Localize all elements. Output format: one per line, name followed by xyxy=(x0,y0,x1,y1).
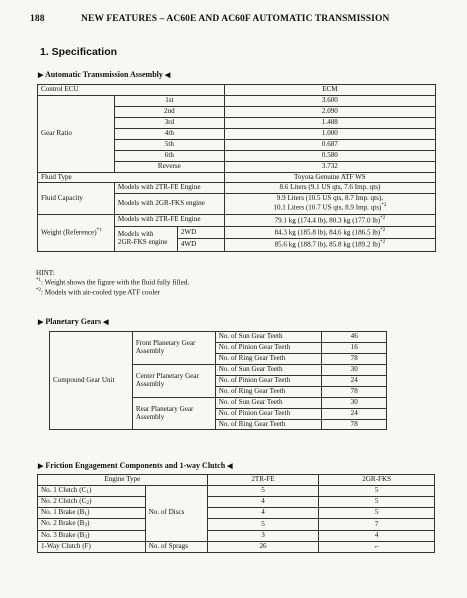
weight-value-text: 79.1 kg (174.4 lb), 80.3 kg (177.0 lb) xyxy=(274,215,381,224)
component-name-close: ) xyxy=(89,485,92,494)
value-2tr: 5 xyxy=(207,485,319,496)
component-name xyxy=(38,519,146,530)
planetary-gear-name xyxy=(132,364,215,397)
hint-block xyxy=(36,269,189,297)
triangle-right-icon: ▶ xyxy=(38,318,44,326)
component-name-close: ) xyxy=(87,530,90,539)
planetary-table xyxy=(49,331,387,430)
triangle-left-icon: ◀ xyxy=(103,318,109,326)
value-line: 10.1 Liters (10.7 US qts, 8.9 Imp. qts) xyxy=(273,203,382,212)
fluid-type-value: Toyota Genuine ATF WS xyxy=(224,172,435,183)
teeth-item: No. of Pinion Gear Teeth xyxy=(215,408,322,419)
footnote-mark: *2 xyxy=(380,240,386,246)
value-2tr: 4 xyxy=(207,508,319,519)
table-row xyxy=(38,95,436,106)
component-name xyxy=(38,485,146,496)
compound-gear-unit-label: Compound Gear Unit xyxy=(50,332,133,430)
value-2tr: 26 xyxy=(207,541,319,552)
ata-heading-text: Automatic Transmission Assembly xyxy=(44,70,163,79)
value-2tr: 5 xyxy=(207,519,319,530)
gear-value: 3.732 xyxy=(224,161,435,172)
component-name-close: ) xyxy=(89,497,92,506)
hint-note-text: : Models with air-cooled type ATF cooler xyxy=(41,288,160,297)
weight-value-text: 84.3 kg (185.8 lb), 84.6 kg (186.5 lb) xyxy=(274,228,381,237)
drive-type: 4WD xyxy=(177,239,224,251)
gear-name: 5th xyxy=(114,139,224,150)
teeth-value: 30 xyxy=(322,364,387,375)
gear-name-line: Front Planetary Gear xyxy=(135,338,196,347)
triangle-left-icon: ◀ xyxy=(227,462,233,470)
value-2gr: 5 xyxy=(319,508,435,519)
component-name-close: ) xyxy=(87,508,90,517)
planetary-heading xyxy=(38,317,109,326)
gear-name-line: Rear Planetary Gear xyxy=(135,404,194,413)
friction-table xyxy=(37,474,435,553)
hint-title: HINT: xyxy=(36,269,55,277)
teeth-item: No. of Sun Gear Teeth xyxy=(215,364,322,375)
component-subscript: 1 xyxy=(86,488,90,495)
weight-label-text: Weight (Reference) xyxy=(41,228,97,237)
component-name xyxy=(38,508,146,519)
teeth-value: 46 xyxy=(322,332,387,343)
footnote-mark: *2 xyxy=(36,287,41,293)
fluid-capacity-label: Fluid Capacity xyxy=(38,183,115,214)
planetary-gear-name xyxy=(132,332,215,365)
group-line: 2GR-FKS engine xyxy=(117,237,168,246)
weight-value xyxy=(224,214,435,226)
component-name-text: No. 2 Brake (B xyxy=(41,519,85,528)
gear-name: 3rd xyxy=(114,117,224,128)
teeth-item: No. of Sun Gear Teeth xyxy=(215,397,322,408)
footnote-mark: *2 xyxy=(380,227,386,233)
gear-value: 0.687 xyxy=(224,139,435,150)
value-2gr: 5 xyxy=(319,497,435,508)
component-subscript: 1 xyxy=(84,511,88,518)
section-title: 1. Specification xyxy=(40,46,118,58)
table-row xyxy=(50,332,387,343)
triangle-left-icon: ◀ xyxy=(164,71,171,79)
no-of-sprags-label: No. of Sprags xyxy=(145,541,207,552)
gear-name: 4th xyxy=(114,128,224,139)
table-row xyxy=(38,183,436,194)
component-name-text: No. 1 Clutch (C xyxy=(41,485,87,494)
header-title: NEW FEATURES – AC60E AND AC60F AUTOMATIC TRANSMISSION xyxy=(81,14,390,24)
planetary-gear-name xyxy=(132,397,215,430)
ata-table xyxy=(37,84,436,252)
value-2gr: 4 xyxy=(319,530,435,541)
gear-name-line: Assembly xyxy=(135,346,165,355)
value-2gr: 7 xyxy=(319,519,435,530)
table-row xyxy=(38,519,435,530)
hint-note-text: : Weight shows the figure with the fluid fully filled. xyxy=(41,278,190,287)
drive-type: 2WD xyxy=(177,226,224,238)
page-number: 188 xyxy=(30,14,45,24)
table-header-row xyxy=(38,475,435,486)
fluid-type-label: Fluid Type xyxy=(38,172,225,183)
group-line: Models with xyxy=(117,229,154,238)
column-header: 2GR-FKS xyxy=(319,475,435,486)
teeth-item: No. of Ring Gear Teeth xyxy=(215,419,322,430)
table-row xyxy=(38,497,435,508)
fluid-capacity-value: 8.6 Liters (9.1 US qts, 7.6 Imp. qts) xyxy=(224,183,435,194)
component-subscript: 2 xyxy=(86,500,90,507)
value-2tr: 4 xyxy=(207,497,319,508)
table-row xyxy=(38,485,435,496)
control-ecu-label: Control ECU xyxy=(38,85,225,96)
teeth-value: 78 xyxy=(322,386,387,397)
teeth-value: 30 xyxy=(322,397,387,408)
gear-value: 3.600 xyxy=(224,95,435,106)
gear-value: 1.000 xyxy=(224,128,435,139)
value-line: 9.9 Liters (10.5 US qts, 8.7 Imp. qts), xyxy=(276,194,383,203)
triangle-right-icon: ▶ xyxy=(38,71,44,79)
weight-value-text: 85.6 kg (188.7 lb), 85.8 kg (189.2 lb) xyxy=(274,240,381,249)
fluid-capacity-value xyxy=(224,194,435,214)
gear-value: 2.090 xyxy=(224,106,435,117)
table-row xyxy=(38,172,436,183)
table-row xyxy=(38,214,436,226)
footnote-mark: *2 xyxy=(380,215,386,221)
teeth-value: 24 xyxy=(322,408,387,419)
weight-value xyxy=(224,226,435,238)
table-row xyxy=(38,508,435,519)
gear-name: 6th xyxy=(114,150,224,161)
weight-engine-group xyxy=(114,226,177,251)
component-subscript: 2 xyxy=(84,522,88,529)
component-name xyxy=(38,541,146,552)
component-name-text: No. 2 Clutch (C xyxy=(41,497,87,506)
gear-ratio-label: Gear Ratio xyxy=(38,95,115,172)
table-row xyxy=(38,530,435,541)
gear-name: Reverse xyxy=(114,161,224,172)
teeth-value: 78 xyxy=(322,353,387,364)
hint-note xyxy=(36,288,189,298)
table-row xyxy=(38,85,436,96)
ata-heading xyxy=(38,70,170,79)
component-subscript: 3 xyxy=(84,533,88,540)
teeth-value: 78 xyxy=(322,419,387,430)
control-ecu-value: ECM xyxy=(224,85,435,96)
teeth-value: 16 xyxy=(322,342,387,353)
gear-name-line: Assembly xyxy=(135,412,165,421)
footnote-mark: *1 xyxy=(36,278,41,284)
weight-value xyxy=(224,239,435,251)
column-header: 2TR-FE xyxy=(207,475,319,486)
teeth-item: No. of Ring Gear Teeth xyxy=(215,386,322,397)
column-header: Engine Type xyxy=(38,475,208,486)
component-name xyxy=(38,530,146,541)
value-2gr: 5 xyxy=(319,485,435,496)
footnote-mark: *2 xyxy=(381,203,387,209)
page-header xyxy=(30,14,430,24)
friction-heading-text: Friction Engagement Components and 1-way Clutch xyxy=(45,461,226,470)
gear-name: 2nd xyxy=(114,106,224,117)
gear-name: 1st xyxy=(114,95,224,106)
fluid-capacity-engine: Models with 2TR-FE Engine xyxy=(114,183,224,194)
gear-value: 0.580 xyxy=(224,150,435,161)
triangle-right-icon: ▶ xyxy=(38,462,44,470)
hint-note xyxy=(36,278,189,288)
component-name xyxy=(38,497,146,508)
gear-value: 1.488 xyxy=(224,117,435,128)
no-of-discs-label: No. of Discs xyxy=(145,485,207,541)
friction-heading xyxy=(38,461,233,470)
component-name-text: No. 3 Brake (B xyxy=(41,530,85,539)
teeth-item: No. of Pinion Gear Teeth xyxy=(215,342,322,353)
gear-name-line: Assembly xyxy=(135,379,165,388)
planetary-heading-text: Planetary Gears xyxy=(45,317,102,326)
component-name-text: No. 1 Brake (B xyxy=(41,508,85,517)
teeth-item: No. of Sun Gear Teeth xyxy=(215,332,322,343)
gear-name-line: Center Planetary Gear xyxy=(135,371,199,380)
teeth-item: No. of Pinion Gear Teeth xyxy=(215,375,322,386)
weight-engine: Models with 2TR-FE Engine xyxy=(114,214,224,226)
weight-label xyxy=(38,214,115,251)
value-2tr: 3 xyxy=(207,530,319,541)
fluid-capacity-engine: Models with 2GR-FKS engine xyxy=(114,194,224,214)
teeth-value: 24 xyxy=(322,375,387,386)
value-2gr: ← xyxy=(319,541,435,552)
footnote-mark: *1 xyxy=(96,227,102,233)
component-name-close: ) xyxy=(87,519,90,528)
teeth-item: No. of Ring Gear Teeth xyxy=(215,353,322,364)
component-name-text: 1-Way Clutch (F) xyxy=(41,541,91,550)
table-row xyxy=(38,541,435,552)
